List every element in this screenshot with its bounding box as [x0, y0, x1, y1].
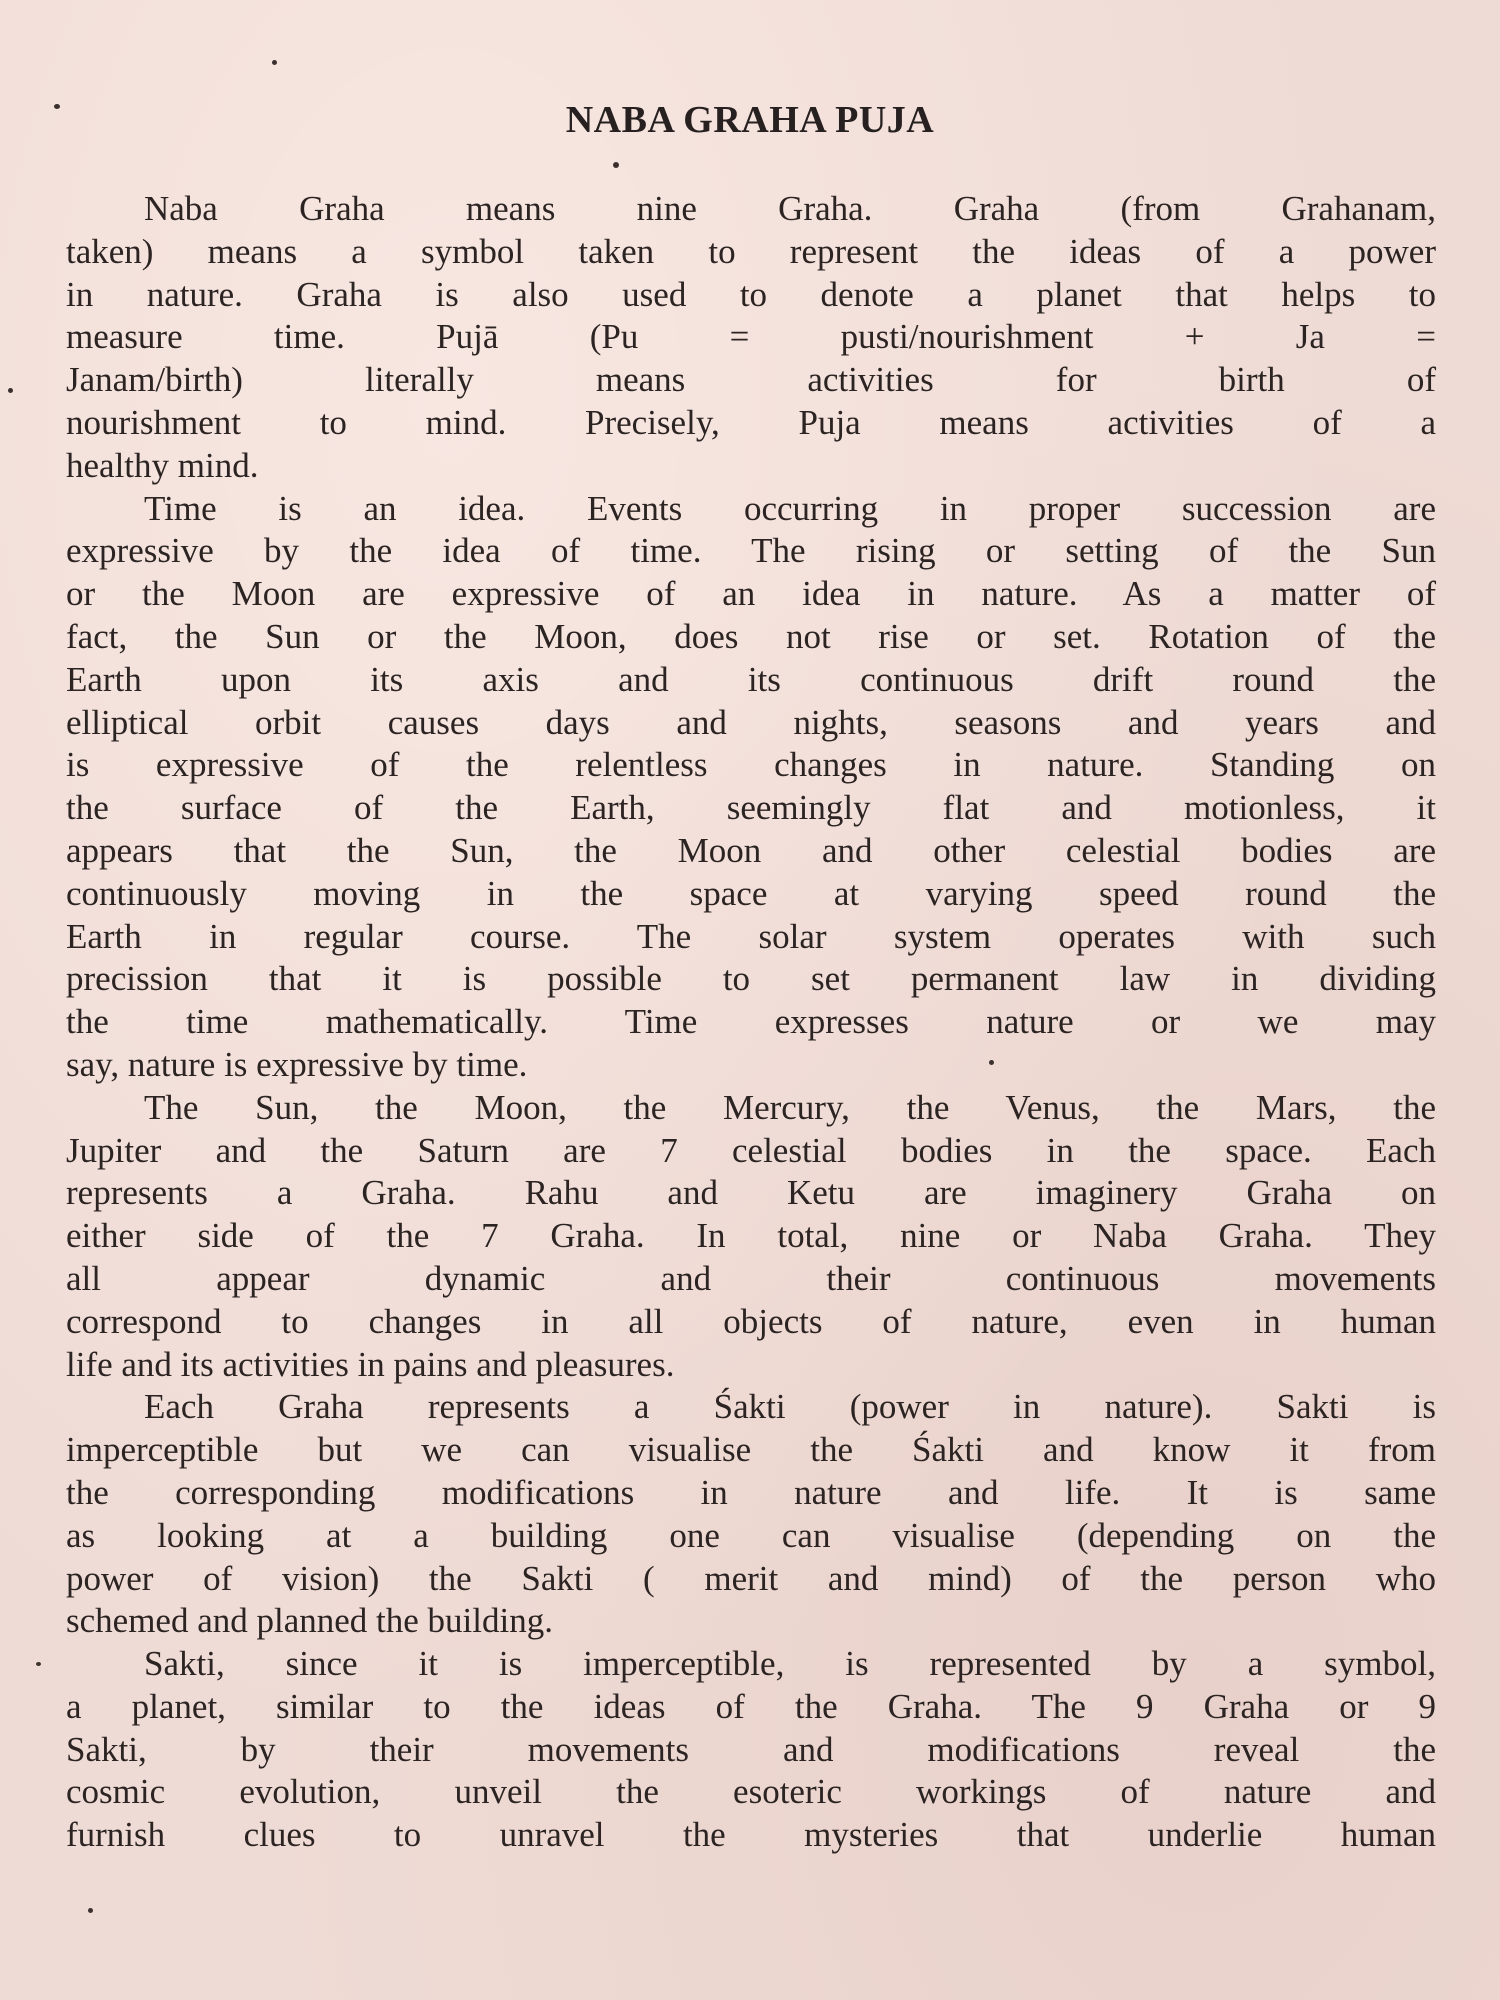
paragraph-1-line-1: Naba Graha means nine Graha. Graha (from Grahanam, — [144, 189, 1436, 228]
paragraph-5-line-4: cosmic evolution, unveil the esoteric workings of nature and — [66, 1772, 1436, 1812]
paragraph-3-line-2: Jupiter and the Saturn are 7 celestial bodies in the space. Each — [66, 1130, 1436, 1170]
paragraph-3-line-3: represents a Graha. Rahu and Ketu are imaginery Graha on — [66, 1173, 1436, 1213]
paragraph-3-line-6: correspond to changes in all objects of nature, even in human — [66, 1301, 1436, 1341]
print-speck — [613, 162, 619, 168]
paragraph-3-line-1: The Sun, the Moon, the Mercury, the Venus, the Mars, the — [144, 1087, 1436, 1127]
paragraph-5-line-5: furnish clues to unravel the mysteries that underlie human — [66, 1815, 1436, 1855]
paragraph-2-line-4: fact, the Sun or the Moon, does not rise or set. Rotation of the — [66, 616, 1436, 656]
paragraph-2-line-7: is expressive of the relentless changes in nature. Standing on — [66, 745, 1436, 785]
paragraph-5-line-2: a planet, similar to the ideas of the Graha. The 9 Graha or 9 — [66, 1686, 1436, 1726]
paragraph-2-line-8: the surface of the Earth, seemingly flat and motionless, it — [66, 788, 1436, 828]
print-speck — [8, 388, 13, 393]
print-speck — [54, 104, 60, 109]
print-speck — [88, 1908, 93, 1913]
print-speck — [272, 60, 277, 65]
paragraph-2-line-1: Time is an idea. Events occurring in proper succession are — [144, 488, 1436, 528]
paragraph-2-line-11: Earth in regular course. The solar system operates with such — [66, 916, 1436, 956]
paragraph-4-line-4: as looking at a building one can visualise (depending on the — [66, 1515, 1436, 1555]
paragraph-1-line-2: taken) means a symbol taken to represent the ideas of a power — [66, 231, 1436, 271]
paragraph-2-line-10: continuously moving in the space at varying speed round the — [66, 873, 1436, 913]
paragraph-3-line-5: all appear dynamic and their continuous movements — [66, 1258, 1436, 1298]
paragraph-5-line-3: Sakti, by their movements and modifications reveal the — [66, 1729, 1436, 1769]
paragraph-2-line-2: expressive by the idea of time. The rising or setting of the Sun — [66, 531, 1436, 571]
paragraph-2-line-12: precission that it is possible to set permanent law in dividing — [66, 959, 1436, 999]
paragraph-5-line-1: Sakti, since it is imperceptible, is represented by a symbol, — [144, 1644, 1436, 1684]
body-text — [66, 188, 1436, 1857]
paragraph-2-line-5: Earth upon its axis and its continuous drift round the — [66, 659, 1436, 699]
paragraph-2-line-14: say, nature is expressive by time. — [66, 1044, 528, 1084]
paragraph-3-line-7: life and its activities in pains and pleasures. — [66, 1344, 675, 1384]
paragraph-1-line-3: in nature. Graha is also used to denote a planet that helps to — [66, 274, 1436, 314]
paragraph-4-line-1: Each Graha represents a Śakti (power in nature). Sakti is — [144, 1387, 1436, 1427]
paragraph-2-line-6: elliptical orbit causes days and nights, seasons and years and — [66, 702, 1436, 742]
print-speck — [36, 1662, 41, 1666]
paragraph-1-line-5: Janam/birth) literally means activities for birth of — [66, 360, 1436, 400]
paragraph-1-line-7: healthy mind. — [66, 445, 259, 485]
paragraph-2-line-3: or the Moon are expressive of an idea in nature. As a matter of — [66, 574, 1436, 614]
paragraph-4-line-5: power of vision) the Sakti ( merit and mind) of the person who — [66, 1558, 1436, 1598]
print-speck — [989, 1060, 994, 1065]
paragraph-1-line-4: measure time. Pujā (Pu = pusti/nourishment + Ja = — [66, 317, 1436, 357]
paragraph-4-line-6: schemed and planned the building. — [66, 1601, 553, 1641]
paragraph-2-line-9: appears that the Sun, the Moon and other celestial bodies are — [66, 830, 1436, 870]
paragraph-4-line-3: the corresponding modifications in nature and life. It is same — [66, 1472, 1436, 1512]
paragraph-3-line-4: either side of the 7 Graha. In total, nine or Naba Graha. They — [66, 1216, 1436, 1256]
paragraph-4-line-2: imperceptible but we can visualise the Śakti and know it from — [66, 1430, 1436, 1470]
page-title: NABA GRAHA PUJA — [565, 99, 935, 141]
paragraph-1-line-6: nourishment to mind. Precisely, Puja means activities of a — [66, 402, 1436, 442]
paragraph-2-line-13: the time mathematically. Time expresses nature or we may — [66, 1002, 1436, 1042]
